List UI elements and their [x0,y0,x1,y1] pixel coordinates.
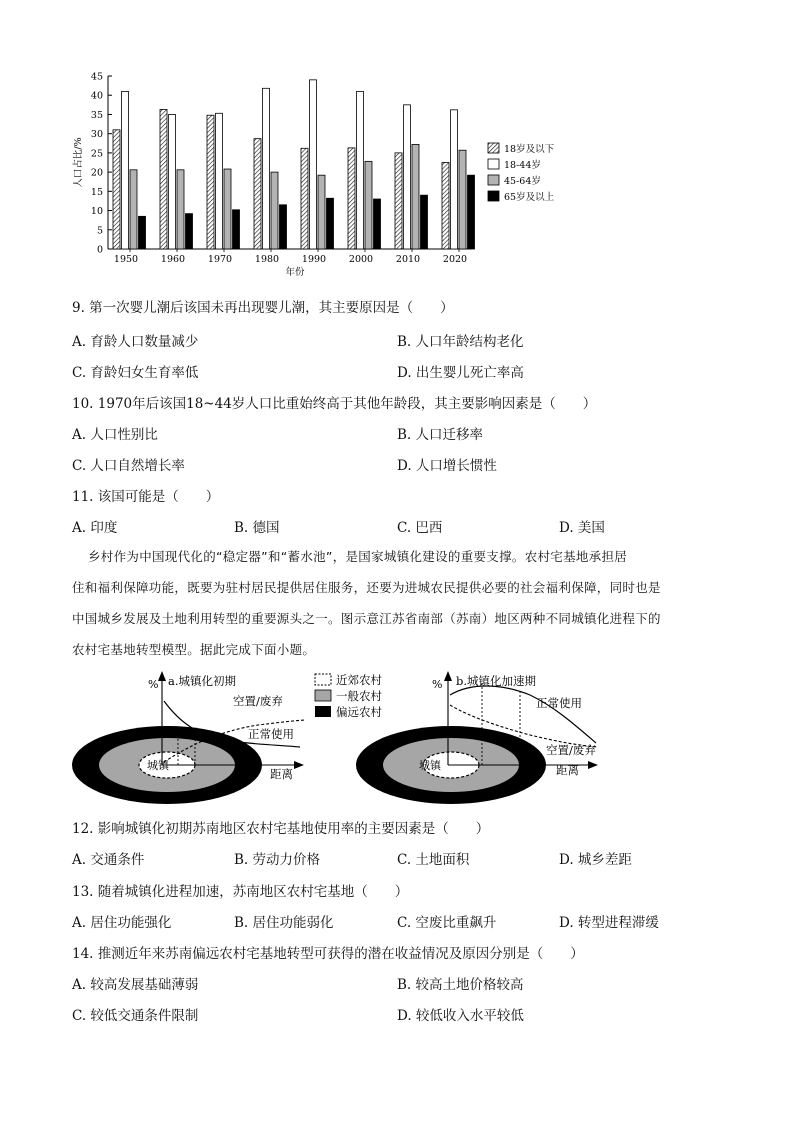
q14-option-d[interactable]: D. 较低收入水平较低 [397,1008,524,1024]
y-arrow-b [444,671,452,681]
x-tick-label: 1980 [254,254,280,265]
diagram-legend [315,673,382,719]
q10-option-d[interactable]: D. 人口增长惯性 [397,458,497,474]
q13-option-a[interactable]: A. 居住功能强化 [72,915,172,931]
bar [357,91,364,249]
bar [122,91,129,249]
homestead-transition-diagram [0,665,794,815]
legend-swatch-general [315,690,331,701]
distance-label-a: 距离 [270,767,293,781]
x-tick-label: 2010 [395,254,421,265]
passage-line-1: 乡村作为中国现代化的“稳定器”和“蓄水池”，是国家城镇化建设的重要支撑。农村宅基地承担居 [88,549,628,564]
legend-label: 45-64岁 [504,176,541,187]
bar [442,163,449,250]
bar [177,170,184,249]
question-10-stem: 10. 1970年后该国18~44岁人口比重始终高于其他年龄段，其主要影响因素是（ ） [72,396,597,412]
pct-label-b: % [432,678,443,691]
legend-label-suburban: 近郊农村 [336,673,382,687]
x-tick-label: 1990 [301,254,327,265]
bar [139,216,146,249]
bar [224,169,231,249]
x-tick-label: 1970 [207,254,233,265]
q12-option-a[interactable]: A. 交通条件 [72,852,145,868]
y-tick-label: 25 [90,148,103,160]
q13-option-d[interactable]: D. 转型进程滞缓 [559,915,659,931]
question-9-stem: 9. 第一次婴儿潮后该国未再出现婴儿潮，其主要原因是（ ） [72,300,454,316]
bar [301,148,308,249]
legend-label-remote: 偏远农村 [336,705,382,719]
x-arrow-b [588,761,598,769]
q9-option-a[interactable]: A. 育龄人口数量减少 [72,334,199,350]
q12-option-d[interactable]: D. 城乡差距 [559,852,632,868]
q12-option-b[interactable]: B. 劳动力价格 [234,852,321,868]
pct-label-a: % [148,678,159,691]
bar [421,195,428,249]
vacant-label-b: 空置/废弃 [546,743,596,757]
q10-option-a[interactable]: A. 人口性别比 [72,427,158,443]
bar [327,198,334,249]
passage-line-3: 中国城乡发展及土地利用转型的重要源头之一。图示意江苏省南部（苏南）地区两种不同城镇化进程下的 [72,611,661,626]
legend-label: 65岁及以上 [504,192,555,203]
distance-label-b: 距离 [556,763,579,777]
bar [280,205,287,249]
bar [130,170,137,249]
passage-line-2: 住和福利保障功能，既要为驻村居民提供居住服务，还要为进城农民提供必要的社会福利保障，同时也是 [72,580,661,595]
x-axis-label: 年份 [285,267,305,278]
bar [459,150,466,249]
bar [404,105,411,249]
legend-swatch [488,159,499,169]
bar [318,175,325,249]
diagram-a [72,671,305,804]
y-axis-label: 人口占比/% [73,137,84,188]
bar [186,214,193,249]
legend-label: 18-44岁 [504,160,541,171]
question-14-stem: 14. 推测近年来苏南偏远农村宅基地转型可获得的潜在收益情况及原因分别是（ ） [72,946,584,962]
question-13-stem: 13. 随着城镇化进程加速，苏南地区农村宅基地（ ） [72,884,409,900]
x-tick-label: 1960 [160,254,186,265]
bar [263,88,270,249]
bar [310,80,317,249]
y-tick-label: 0 [96,244,103,256]
q14-option-c[interactable]: C. 较低交通条件限制 [72,1008,199,1024]
passage-line-4: 农村宅基地转型模型。据此完成下面小题。 [72,642,316,657]
x-tick-label: 2020 [442,254,468,265]
bar [160,109,167,249]
legend-swatch-remote [315,706,331,717]
bar [207,115,214,249]
x-tick-label: 2000 [348,254,374,265]
title-a: a.城镇化初期 [168,674,237,688]
bar [395,153,402,249]
legend-label: 18岁及以下 [504,144,555,155]
y-tick-label: 5 [96,225,103,237]
q9-option-b[interactable]: B. 人口年龄结构老化 [397,334,524,350]
bar [216,113,223,249]
q10-option-b[interactable]: B. 人口迁移率 [397,427,484,443]
q11-option-c[interactable]: C. 巴西 [397,520,443,536]
q12-option-c[interactable]: C. 土地面积 [397,852,470,868]
q9-option-c[interactable]: C. 育龄妇女生育率低 [72,365,199,381]
bar [374,199,381,249]
bar [412,144,419,249]
q10-option-c[interactable]: C. 人口自然增长率 [72,458,185,474]
town-label-a: 城镇 [147,759,169,772]
q11-option-a[interactable]: A. 印度 [72,520,118,536]
y-tick-label: 15 [90,186,103,198]
q13-option-c[interactable]: C. 空废比重飙升 [397,915,497,931]
q11-option-d[interactable]: D. 美国 [559,520,605,536]
bar [169,114,176,249]
y-tick-label: 40 [90,90,103,102]
town-label-b: 城镇 [419,759,441,772]
question-11-stem: 11. 该国可能是（ ） [72,489,220,505]
bar [113,130,120,249]
y-tick-label: 30 [90,129,103,141]
legend-swatch [488,143,499,153]
bar [348,148,355,249]
legend-swatch [488,175,499,185]
y-tick-label: 10 [90,206,103,218]
q14-option-b[interactable]: B. 较高土地价格较高 [397,977,524,993]
x-arrow-a [294,761,304,769]
legend-label-general: 一般农村 [336,689,382,703]
q9-option-d[interactable]: D. 出生婴儿死亡率高 [397,365,524,381]
y-tick-label: 35 [90,109,103,121]
bar [271,172,278,249]
normal-label-b: 正常使用 [536,696,582,710]
y-arrow-a [158,671,166,681]
diagram-b [356,671,598,804]
q13-option-b[interactable]: B. 居住功能弱化 [234,915,334,931]
y-tick-label: 45 [90,71,103,83]
bar [468,175,475,249]
bar [365,161,372,249]
population-bar-chart [0,0,794,290]
q14-option-a[interactable]: A. 较高发展基础薄弱 [72,977,199,993]
question-12-stem: 12. 影响城镇化初期苏南地区农村宅基地使用率的主要因素是（ ） [72,821,490,837]
bar [451,110,458,249]
bar [233,210,240,249]
y-tick-label: 20 [90,167,103,179]
title-b: b.城镇化加速期 [456,674,537,688]
vacant-label-a: 空置/废弃 [233,694,283,708]
normal-label-a: 正常使用 [248,727,294,741]
q11-option-b[interactable]: B. 德国 [234,520,280,536]
bar [254,139,261,249]
x-tick-label: 1950 [113,254,139,265]
legend-swatch-suburban [315,674,331,685]
legend-swatch [488,191,499,201]
